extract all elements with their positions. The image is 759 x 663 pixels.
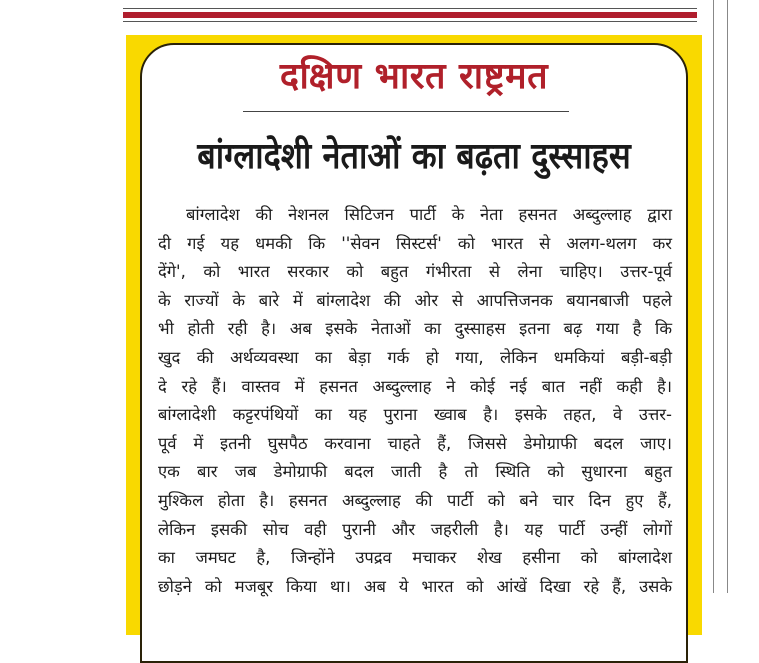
editorial-headline: बांग्लादेशी नेताओं का बढ़ता दुस्साहस xyxy=(197,136,631,177)
body-line: का जमघट है, जिन्होंने उपद्रव मचाकर शेख हसीना को बांग्लादेश xyxy=(158,548,672,568)
body-line: मुश्किल होता है। हसनत अब्दुल्लाह की पार्टी को बने चार दिन हुए हैं, xyxy=(158,490,672,510)
body-line: एक बार जब डेमोग्राफी बदल जाती है तो स्थिति को सुधारना बहुत xyxy=(158,462,672,482)
body-line: भी होती रही है। अब इसके नेताओं का दुस्साहस इतना बढ़ गया है कि xyxy=(158,319,672,339)
top-rule-upper xyxy=(123,8,697,9)
masthead-title: दक्षिण भारत राष्ट्रमत xyxy=(279,56,549,97)
top-rule-red xyxy=(123,12,697,18)
column-rule-left xyxy=(713,0,714,593)
body-line: बांग्लादेशी कट्टरपंथियों का यह पुराना ख्वाब है। इसके तहत, वे उत्तर- xyxy=(158,405,672,425)
column-rule-right xyxy=(727,0,728,593)
body-line: छोड़ने को मजबूर किया था। अब ये भारत को आंखें दिखा रहे हैं, उसके xyxy=(158,576,672,596)
editorial-body xyxy=(158,201,672,601)
masthead-divider xyxy=(243,111,569,112)
body-line: बांग्लादेश की नेशनल सिटिजन पार्टी के नेता हसनत अब्दुल्लाह द्वारा xyxy=(186,205,672,224)
body-line: खुद की अर्थव्यवस्था का बेड़ा गर्क हो गया, लेकिन धमकियां बड़ी-बड़ी xyxy=(158,347,672,367)
body-line: लेकिन इसकी सोच वही पुरानी और जहरीली है। यह पार्टी उन्हीं लोगों xyxy=(158,519,672,539)
body-line: पूर्व में इतनी घुसपैठ करवाना चाहते हैं, जिससे डेमोग्राफी बदल जाए। xyxy=(158,433,672,453)
body-line: दे रहे हैं। वास्तव में हसनत अब्दुल्लाह ने कोई नई बात नहीं कही है। xyxy=(158,376,672,396)
body-line: दी गई यह धमकी कि ''सेवन सिस्टर्स' को भारत से अलग-थलग कर xyxy=(158,233,672,253)
top-rule-lower xyxy=(123,21,697,22)
body-line: के राज्यों के बारे में बांग्लादेश की ओर से आपत्तिजनक बयानबाजी पहले xyxy=(158,290,672,310)
body-line: देंगे', को भारत सरकार को बहुत गंभीरता से लेना चाहिए। उत्तर-पूर्व xyxy=(158,262,672,282)
